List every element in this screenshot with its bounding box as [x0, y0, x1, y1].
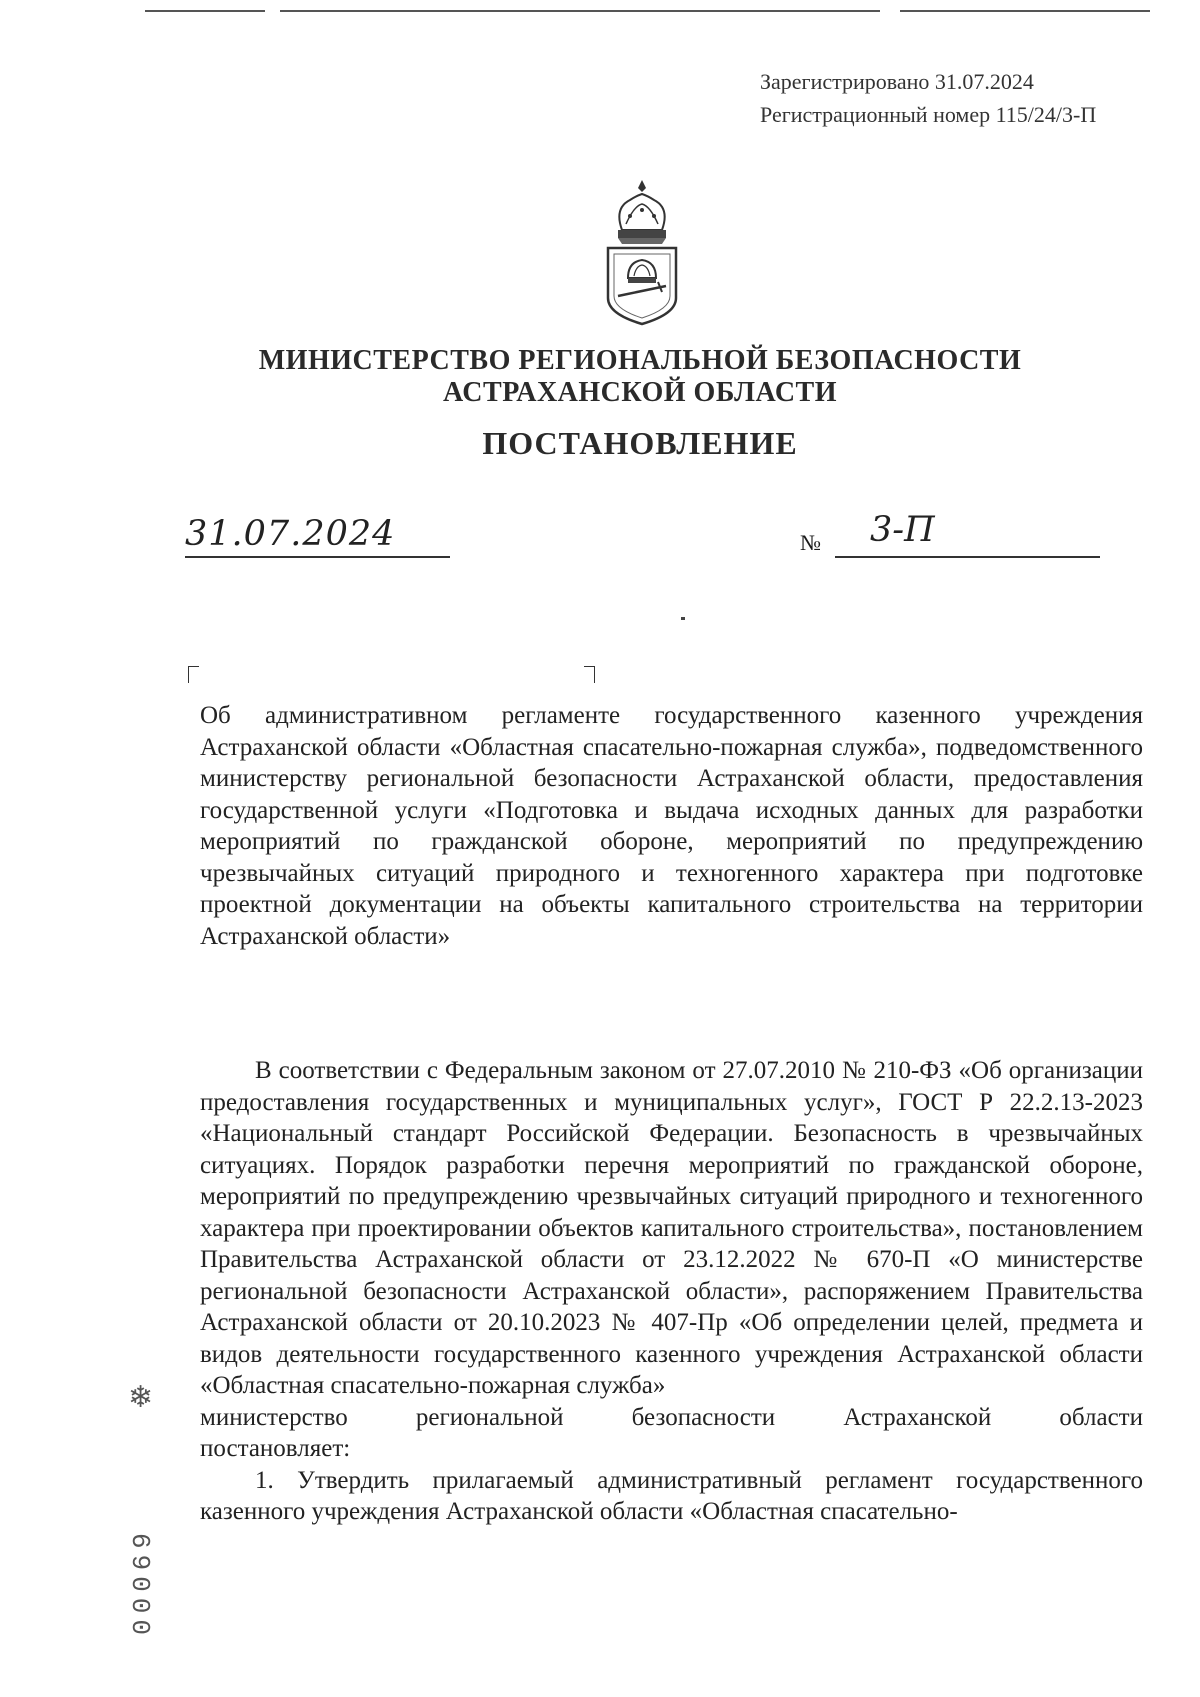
- document-type: ПОСТАНОВЛЕНИЕ: [482, 425, 798, 461]
- subject-corner-left: [188, 666, 199, 683]
- date-underline: [185, 556, 450, 558]
- resolving-subject-line: [200, 1402, 1143, 1434]
- subject-corner-right: [584, 666, 595, 683]
- snowflake-mark-icon: ❄: [128, 1381, 154, 1414]
- preamble-paragraph: В соответствии с Федеральным законом от 27.07.2010 № 210-ФЗ «Об организации предоставления государственных и муниципальных услуг», ГОСТ Р 22.2.13-2023 «Национальный стандарт Российской Федерации. Безопасность в чрезвычайных ситуациях. Порядок разработки перечня мероприятий по гражданской обороне, мероприятий по предупреждению чрезвычайных ситуаций природного и техногенного характера при проектировании объектов капитального строительства», постановлением Правительства Астраханской области от 23.12.2022 № 670-П «О министерстве региональной безопасности Астраханской области», распоряжением Правительства Астраханской области от 20.10.2023 № 407-Пр «Об определении целей, предмета и видов деятельности государственного казенного учреждения Астраханской области «Областная спасательно-пожарная служба»: [200, 1057, 1143, 1399]
- registration-number: Регистрационный номер 115/24/3-П: [760, 102, 1097, 127]
- ministry-name-line1: МИНИСТЕРСТВО РЕГИОНАЛЬНОЙ БЕЗОПАСНОСТИ: [258, 345, 1022, 376]
- scan-top-line: [280, 10, 880, 12]
- document-number-handwritten: 3-П: [870, 510, 935, 550]
- registration-date: Зарегистрировано 31.07.2024: [760, 69, 1034, 94]
- word: области: [1059, 1403, 1143, 1431]
- word: безопасности: [631, 1403, 776, 1431]
- document-date-handwritten: 31.07.2024: [185, 514, 396, 554]
- word: региональной: [415, 1403, 564, 1431]
- number-label: №: [800, 530, 821, 555]
- scan-top-line: [145, 10, 265, 12]
- ministry-name: [200, 345, 1080, 409]
- coat-of-arms-icon: [600, 178, 684, 326]
- resolves-text: постановляет:: [200, 1435, 351, 1462]
- word: министерство: [200, 1403, 348, 1431]
- registration-stamp: [760, 65, 1096, 131]
- scan-top-line: [900, 10, 1150, 12]
- margin-code: 00069: [128, 1526, 158, 1635]
- item-1-paragraph: 1. Утвердить прилагаемый административный регламент государственного казенного учреждения Астраханской области «Областная спасательно-: [200, 1466, 1143, 1525]
- ministry-name-line2: АСТРАХАНСКОЙ ОБЛАСТИ: [442, 377, 838, 408]
- word: Астраханской: [843, 1403, 992, 1431]
- document-body: [200, 1055, 1143, 1528]
- document-subject: Об административном регламенте государственного казенного учреждения Астраханской области «Областная спасательно-пожарная служба», подведомственного министерству региональной безопасности Астраханской области, предоставления государственной услуги «Подготовка и выдача исходных данных для разработки мероприятий по гражданской обороне, мероприятий по предупреждению чрезвычайных ситуаций природного и техногенного характера при подготовке проектной документации на объекты капитального строительства на территории Астраханской области»: [200, 702, 1143, 950]
- scan-speck: [681, 617, 685, 620]
- number-underline: [835, 556, 1100, 558]
